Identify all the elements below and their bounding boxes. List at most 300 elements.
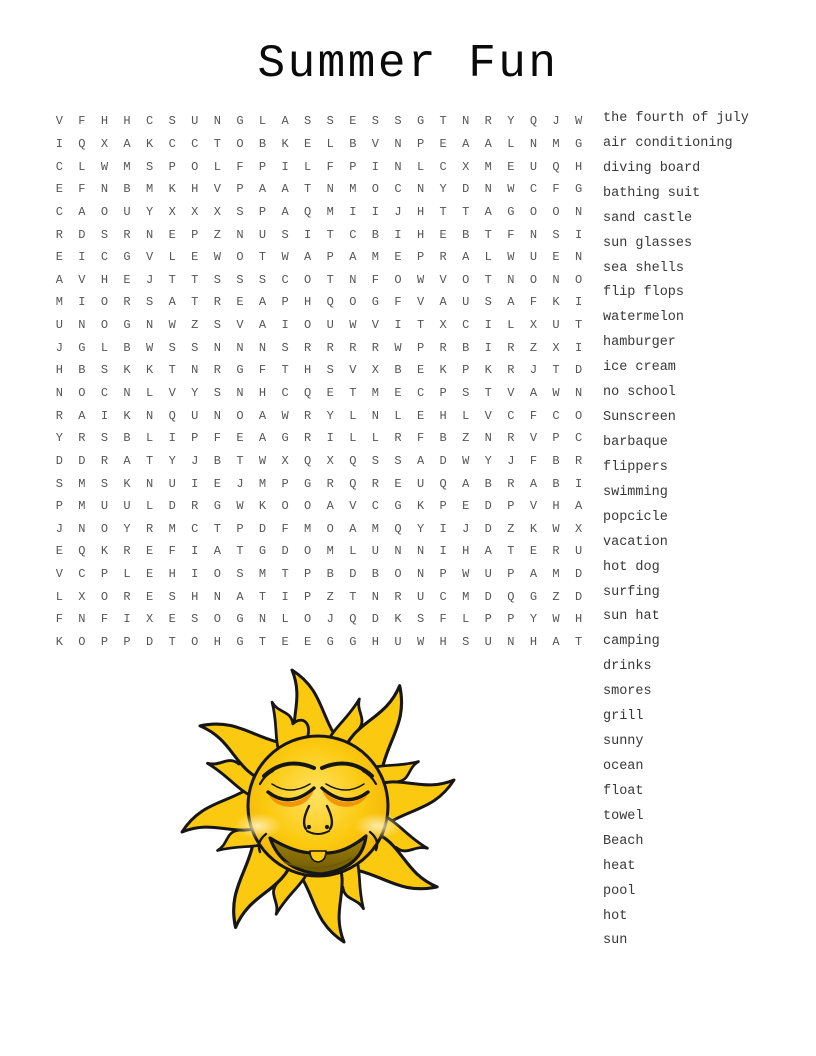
grid-letter: S bbox=[394, 453, 402, 468]
grid-letter: E bbox=[236, 431, 244, 446]
grid-letter: M bbox=[484, 159, 492, 174]
grid-letter: K bbox=[484, 363, 492, 378]
grid-letter: E bbox=[146, 589, 154, 604]
grid-letter: A bbox=[281, 204, 289, 219]
grid-letter: Y bbox=[146, 204, 154, 219]
grid-row bbox=[48, 314, 590, 337]
grid-letter: G bbox=[574, 182, 583, 197]
grid-letter: O bbox=[394, 567, 402, 582]
grid-row bbox=[48, 268, 590, 291]
grid-letter: I bbox=[55, 136, 63, 151]
grid-letter: Q bbox=[78, 544, 86, 559]
word-list-item: hamburger bbox=[603, 335, 676, 351]
grid-letter: L bbox=[507, 318, 515, 333]
grid-letter: P bbox=[281, 476, 289, 491]
grid-letter: R bbox=[394, 589, 402, 604]
grid-letter: M bbox=[258, 476, 267, 491]
grid-letter: T bbox=[507, 544, 515, 559]
grid-letter: B bbox=[371, 227, 379, 242]
grid-letter: R bbox=[574, 453, 583, 468]
grid-letter: B bbox=[258, 136, 267, 151]
grid-letter: C bbox=[55, 204, 63, 219]
grid-row bbox=[48, 133, 590, 156]
grid-letter: D bbox=[484, 499, 492, 514]
grid-letter: J bbox=[236, 476, 244, 491]
grid-letter: A bbox=[281, 182, 289, 197]
grid-letter: E bbox=[507, 159, 515, 174]
grid-letter: Q bbox=[394, 521, 402, 536]
grid-letter: P bbox=[439, 386, 447, 400]
grid-letter: K bbox=[552, 295, 560, 310]
grid-letter: N bbox=[213, 408, 221, 423]
grid-letter: D bbox=[168, 499, 176, 514]
grid-letter: L bbox=[394, 408, 402, 423]
grid-letter: M bbox=[371, 250, 379, 265]
grid-letter: T bbox=[574, 635, 583, 650]
grid-letter: N bbox=[213, 340, 221, 355]
grid-letter: L bbox=[484, 250, 492, 265]
grid-letter: K bbox=[100, 544, 109, 559]
grid-letter: E bbox=[281, 635, 289, 650]
grid-letter: J bbox=[552, 114, 560, 129]
grid-letter: V bbox=[55, 567, 63, 582]
grid-letter: L bbox=[78, 159, 86, 174]
grid-letter: C bbox=[168, 136, 176, 151]
grid-letter: H bbox=[191, 182, 199, 197]
grid-letter: R bbox=[326, 476, 334, 491]
grid-letter: I bbox=[168, 431, 176, 446]
grid-letter: G bbox=[349, 635, 357, 650]
grid-letter: I bbox=[326, 431, 334, 446]
grid-letter: W bbox=[258, 453, 267, 468]
grid-row bbox=[48, 382, 590, 405]
grid-letter: H bbox=[100, 272, 109, 287]
word-list-item: towel bbox=[603, 808, 644, 824]
grid-letter: S bbox=[146, 295, 154, 310]
grid-letter: N bbox=[146, 476, 154, 491]
grid-letter: A bbox=[258, 431, 267, 446]
grid-letter: V bbox=[168, 386, 176, 400]
grid-letter: O bbox=[191, 635, 199, 650]
grid-letter: F bbox=[78, 114, 86, 129]
grid-letter: U bbox=[258, 227, 267, 242]
grid-letter: C bbox=[191, 136, 199, 151]
grid-letter: O bbox=[100, 521, 109, 536]
grid-letter: W bbox=[146, 340, 154, 355]
grid-letter: S bbox=[371, 114, 379, 129]
grid-letter: O bbox=[191, 159, 199, 174]
word-list-item: flip flops bbox=[603, 285, 685, 301]
grid-letter: R bbox=[146, 521, 154, 536]
grid-letter: K bbox=[258, 499, 267, 514]
grid-letter: I bbox=[78, 250, 86, 265]
grid-letter: A bbox=[484, 544, 492, 559]
grid-letter: V bbox=[349, 363, 357, 378]
grid-letter: A bbox=[123, 453, 131, 468]
grid-letter: F bbox=[258, 363, 267, 378]
grid-letter: N bbox=[574, 250, 583, 265]
grid-row bbox=[48, 563, 590, 586]
grid-letter: N bbox=[416, 567, 425, 582]
word-list-item: sun hat bbox=[603, 609, 660, 625]
grid-letter: P bbox=[507, 499, 515, 514]
grid-letter: C bbox=[529, 182, 538, 197]
grid-letter: F bbox=[439, 612, 447, 627]
grid-letter: C bbox=[394, 182, 402, 197]
grid-letter: L bbox=[507, 136, 515, 151]
grid-letter: P bbox=[55, 499, 63, 514]
grid-letter: T bbox=[484, 386, 492, 400]
word-list-item: hot bbox=[603, 908, 628, 924]
grid-letter: W bbox=[507, 182, 515, 197]
grid-letter: I bbox=[394, 318, 402, 333]
grid-letter: C bbox=[574, 431, 583, 446]
grid-letter: O bbox=[78, 386, 86, 400]
grid-letter: S bbox=[213, 386, 221, 400]
grid-letter: H bbox=[462, 544, 470, 559]
grid-letter: C bbox=[55, 159, 63, 174]
grid-letter: O bbox=[281, 499, 289, 514]
grid-row bbox=[48, 291, 590, 314]
grid-letter: F bbox=[529, 408, 538, 423]
grid-letter: P bbox=[100, 635, 109, 650]
grid-letter: R bbox=[304, 431, 312, 446]
grid-letter: M bbox=[552, 136, 560, 151]
word-list-item: Beach bbox=[603, 833, 644, 849]
grid-letter: H bbox=[574, 612, 583, 627]
grid-letter: W bbox=[281, 250, 289, 265]
grid-letter: I bbox=[484, 318, 492, 333]
grid-letter: U bbox=[326, 318, 334, 333]
grid-letter: B bbox=[552, 453, 560, 468]
word-list-item: camping bbox=[603, 634, 660, 650]
grid-row bbox=[48, 472, 590, 495]
grid-letter: L bbox=[349, 544, 357, 559]
grid-letter: P bbox=[100, 567, 109, 582]
grid-letter: N bbox=[326, 182, 334, 197]
grid-letter: R bbox=[213, 295, 221, 310]
grid-letter: S bbox=[100, 431, 109, 446]
grid-letter: I bbox=[439, 521, 447, 536]
grid-letter: N bbox=[371, 589, 379, 604]
grid-letter: S bbox=[100, 476, 109, 491]
grid-letter: B bbox=[123, 431, 131, 446]
grid-letter: N bbox=[462, 114, 470, 129]
grid-letter: E bbox=[304, 136, 312, 151]
grid-letter: A bbox=[236, 589, 244, 604]
grid-letter: T bbox=[439, 204, 447, 219]
grid-letter: X bbox=[326, 453, 334, 468]
grid-letter: O bbox=[552, 204, 560, 219]
grid-letter: N bbox=[236, 227, 244, 242]
grid-letter: N bbox=[416, 544, 425, 559]
grid-letter: L bbox=[326, 136, 334, 151]
grid-letter: H bbox=[439, 635, 447, 650]
grid-letter: G bbox=[574, 136, 583, 151]
grid-letter: Q bbox=[349, 612, 357, 627]
grid-letter: G bbox=[326, 635, 334, 650]
grid-letter: M bbox=[78, 476, 86, 491]
grid-letter: O bbox=[529, 204, 538, 219]
grid-letter: G bbox=[258, 544, 267, 559]
grid-letter: W bbox=[236, 499, 244, 514]
grid-letter: G bbox=[529, 589, 538, 604]
grid-letter: B bbox=[123, 182, 131, 197]
grid-letter: F bbox=[55, 612, 63, 627]
grid-letter: C bbox=[552, 408, 560, 423]
grid-letter: T bbox=[416, 318, 425, 333]
grid-letter: A bbox=[281, 114, 289, 129]
grid-letter: Y bbox=[168, 453, 176, 468]
grid-letter: N bbox=[55, 386, 63, 400]
grid-letter: Y bbox=[439, 182, 447, 197]
grid-letter: J bbox=[394, 204, 402, 219]
grid-letter: M bbox=[326, 544, 334, 559]
word-list-item: the fourth of july bbox=[603, 111, 749, 126]
grid-letter: K bbox=[123, 408, 131, 423]
grid-letter: L bbox=[258, 114, 267, 129]
word-list-item: grill bbox=[603, 709, 644, 725]
sun-illustration bbox=[158, 654, 478, 974]
grid-letter: N bbox=[574, 386, 583, 400]
grid-letter: T bbox=[439, 114, 447, 129]
grid-letter: N bbox=[416, 182, 425, 197]
grid-letter: R bbox=[349, 340, 357, 355]
grid-letter: S bbox=[236, 567, 244, 582]
grid-letter: R bbox=[55, 227, 63, 242]
grid-letter: Y bbox=[529, 612, 538, 627]
grid-letter: K bbox=[394, 612, 402, 627]
grid-letter: V bbox=[484, 408, 492, 423]
grid-letter: C bbox=[462, 318, 470, 333]
grid-letter: Q bbox=[552, 159, 560, 174]
grid-letter: B bbox=[439, 431, 447, 446]
grid-letter: T bbox=[213, 136, 221, 151]
grid-letter: Q bbox=[349, 476, 357, 491]
grid-letter: P bbox=[349, 159, 357, 174]
grid-letter: H bbox=[258, 386, 267, 400]
grid-letter: S bbox=[484, 295, 492, 310]
grid-letter: N bbox=[100, 182, 109, 197]
grid-letter: U bbox=[529, 159, 538, 174]
grid-letter: S bbox=[168, 589, 176, 604]
word-list-item: smores bbox=[603, 684, 652, 700]
grid-letter: Q bbox=[507, 589, 515, 604]
grid-letter: R bbox=[326, 340, 334, 355]
grid-letter: K bbox=[146, 363, 154, 378]
word-list-item: ocean bbox=[603, 758, 644, 774]
grid-letter: Y bbox=[326, 408, 334, 423]
grid-letter: Q bbox=[349, 453, 357, 468]
grid-letter: S bbox=[168, 114, 176, 129]
grid-letter: J bbox=[529, 363, 538, 378]
grid-letter: X bbox=[281, 453, 289, 468]
grid-letter: N bbox=[394, 159, 402, 174]
page-title: Summer Fun bbox=[257, 38, 559, 90]
word-list-item: barbaque bbox=[603, 434, 668, 450]
grid-letter: K bbox=[529, 521, 538, 536]
grid-letter: E bbox=[394, 476, 402, 491]
grid-letter: T bbox=[304, 182, 312, 197]
grid-letter: I bbox=[574, 476, 583, 491]
grid-letter: R bbox=[123, 295, 131, 310]
grid-letter: R bbox=[439, 250, 447, 265]
grid-letter: U bbox=[168, 476, 176, 491]
grid-letter: E bbox=[168, 227, 176, 242]
grid-letter: L bbox=[213, 159, 221, 174]
grid-letter: G bbox=[123, 250, 131, 265]
word-list-item: float bbox=[603, 783, 644, 799]
grid-letter: A bbox=[349, 250, 357, 265]
grid-letter: T bbox=[168, 635, 176, 650]
grid-letter: A bbox=[349, 521, 357, 536]
word-list-item: sunny bbox=[603, 734, 644, 750]
grid-letter: X bbox=[574, 521, 583, 536]
grid-letter: G bbox=[416, 114, 425, 129]
word-list-item: sun bbox=[603, 933, 628, 949]
grid-letter: T bbox=[191, 295, 199, 310]
grid-letter: V bbox=[439, 272, 447, 287]
grid-letter: Q bbox=[78, 136, 86, 151]
grid-letter: D bbox=[484, 521, 492, 536]
sun-cheek-highlight-left bbox=[234, 813, 282, 839]
grid-row bbox=[48, 178, 590, 201]
grid-letter: V bbox=[236, 318, 244, 333]
grid-letter: T bbox=[258, 635, 267, 650]
grid-letter: S bbox=[100, 227, 109, 242]
grid-letter: P bbox=[236, 182, 244, 197]
grid-letter: D bbox=[78, 453, 86, 468]
grid-letter: E bbox=[168, 612, 176, 627]
grid-letter: U bbox=[484, 635, 492, 650]
grid-letter: J bbox=[55, 521, 63, 536]
grid-letter: T bbox=[484, 227, 492, 242]
grid-letter: K bbox=[439, 363, 447, 378]
grid-letter: D bbox=[371, 612, 379, 627]
grid-letter: O bbox=[100, 204, 109, 219]
grid-letter: E bbox=[394, 250, 402, 265]
grid-letter: S bbox=[304, 114, 312, 129]
grid-letter: I bbox=[281, 159, 289, 174]
grid-letter: C bbox=[146, 114, 154, 129]
grid-letter: A bbox=[258, 318, 267, 333]
grid-letter: T bbox=[236, 544, 244, 559]
grid-letter: L bbox=[349, 431, 357, 446]
grid-letter: E bbox=[326, 386, 334, 400]
word-list-item: sun glasses bbox=[603, 235, 693, 251]
grid-row bbox=[48, 223, 590, 246]
grid-letter: J bbox=[462, 521, 470, 536]
grid-letter: P bbox=[326, 250, 334, 265]
word-list-item: hot dog bbox=[603, 559, 660, 575]
grid-letter: N bbox=[484, 431, 492, 446]
grid-letter: O bbox=[78, 635, 86, 650]
grid-letter: W bbox=[213, 250, 221, 265]
grid-letter: B bbox=[78, 363, 86, 378]
grid-letter: S bbox=[371, 453, 379, 468]
grid-letter: W bbox=[394, 340, 402, 355]
grid-letter: O bbox=[304, 272, 312, 287]
grid-letter: A bbox=[507, 295, 515, 310]
grid-letter: Y bbox=[55, 431, 63, 446]
grid-letter: M bbox=[258, 567, 267, 582]
grid-letter: T bbox=[349, 589, 357, 604]
grid-letter: M bbox=[146, 182, 154, 197]
grid-letter: D bbox=[462, 182, 470, 197]
grid-letter: K bbox=[123, 476, 131, 491]
grid-letter: K bbox=[281, 136, 289, 151]
grid-letter: G bbox=[213, 499, 221, 514]
grid-letter: U bbox=[416, 589, 425, 604]
grid-letter: O bbox=[529, 272, 538, 287]
grid-letter: E bbox=[462, 499, 470, 514]
grid-letter: T bbox=[574, 318, 583, 333]
grid-letter: O bbox=[213, 567, 221, 582]
grid-letter: W bbox=[552, 612, 560, 627]
grid-letter: O bbox=[236, 408, 244, 423]
grid-letter: W bbox=[349, 318, 357, 333]
grid-letter: I bbox=[574, 340, 583, 355]
grid-letter: I bbox=[281, 318, 289, 333]
grid-letter: S bbox=[236, 272, 244, 287]
grid-letter: P bbox=[281, 295, 289, 310]
grid-letter: R bbox=[191, 499, 199, 514]
grid-letter: Y bbox=[123, 521, 131, 536]
grid-letter: G bbox=[371, 295, 379, 310]
grid-letter: A bbox=[439, 295, 447, 310]
grid-letter: A bbox=[529, 386, 538, 400]
grid-letter: I bbox=[123, 612, 131, 627]
grid-letter: B bbox=[371, 567, 379, 582]
grid-letter: X bbox=[191, 204, 199, 219]
grid-letter: I bbox=[349, 204, 357, 219]
grid-letter: V bbox=[529, 431, 538, 446]
grid-letter: P bbox=[258, 204, 267, 219]
grid-letter: T bbox=[168, 272, 176, 287]
grid-letter: D bbox=[146, 635, 154, 650]
grid-letter: U bbox=[462, 295, 470, 310]
grid-letter: S bbox=[462, 386, 470, 400]
grid-letter: P bbox=[258, 159, 267, 174]
grid-row bbox=[48, 427, 590, 450]
grid-letter: I bbox=[371, 159, 379, 174]
grid-letter: S bbox=[146, 159, 154, 174]
grid-letter: P bbox=[416, 250, 425, 265]
grid-letter: M bbox=[55, 295, 63, 310]
grid-letter: N bbox=[484, 182, 492, 197]
grid-letter: F bbox=[281, 521, 289, 536]
grid-letter: N bbox=[574, 204, 583, 219]
grid-letter: K bbox=[146, 136, 154, 151]
grid-letter: H bbox=[416, 204, 425, 219]
grid-letter: F bbox=[168, 544, 176, 559]
grid-letter: U bbox=[100, 499, 109, 514]
grid-letter: U bbox=[416, 476, 425, 491]
grid-letter: N bbox=[349, 272, 357, 287]
grid-letter: U bbox=[123, 499, 131, 514]
grid-row bbox=[48, 518, 590, 541]
grid-letter: G bbox=[78, 340, 86, 355]
grid-letter: G bbox=[304, 476, 312, 491]
grid-letter: Y bbox=[191, 386, 199, 400]
grid-letter: C bbox=[191, 521, 199, 536]
grid-letter: M bbox=[168, 521, 176, 536]
grid-letter: X bbox=[462, 159, 470, 174]
grid-letter: C bbox=[281, 386, 289, 400]
grid-row bbox=[48, 631, 590, 654]
grid-letter: B bbox=[552, 476, 560, 491]
grid-letter: D bbox=[281, 544, 289, 559]
